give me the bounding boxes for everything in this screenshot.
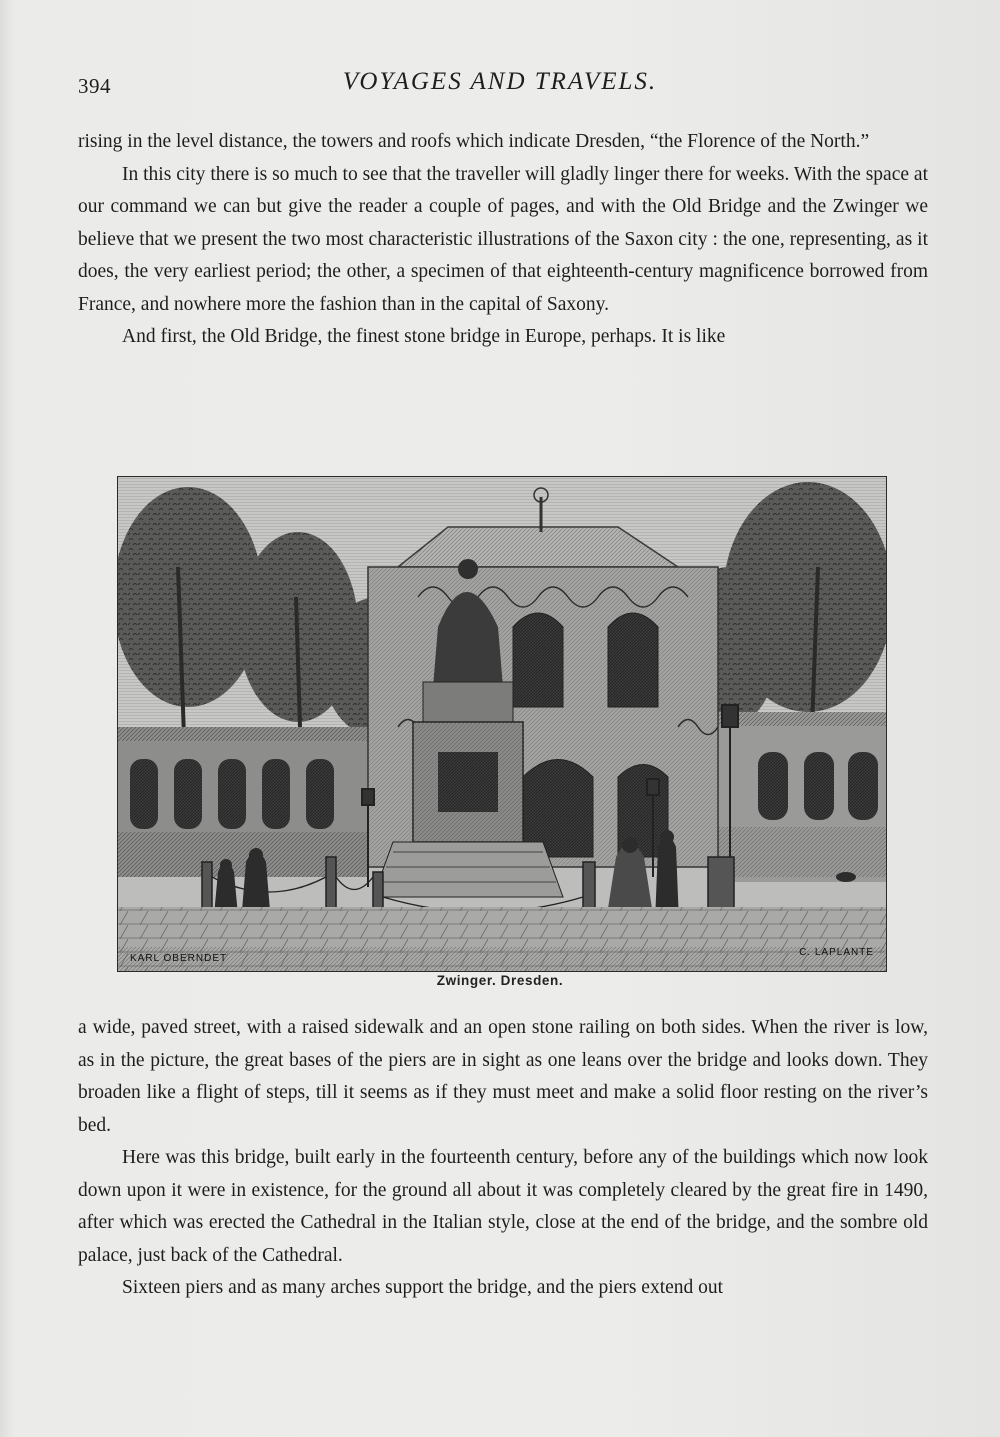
body-text-top bbox=[78, 126, 928, 354]
figure-caption: Zwinger. Dresden. bbox=[436, 973, 564, 988]
paragraph: rising in the level distance, the towers and roofs which indicate Dresden, “the Florence of the North.” bbox=[78, 131, 870, 152]
zwinger-engraving bbox=[117, 476, 887, 972]
body-text-bottom bbox=[78, 1012, 928, 1305]
engraver-signature-right: C. LAPLANTE bbox=[799, 947, 874, 958]
right-gallery bbox=[718, 712, 886, 882]
paragraph: Sixteen piers and as many arches support the bridge, and the piers extend out bbox=[122, 1277, 724, 1298]
running-title: VOYAGES AND TRAVELS. bbox=[342, 68, 658, 95]
paragraph: a wide, paved street, with a raised sidewalk and an open stone railing on both sides. When the river is low, as in the picture, the great bases of the piers are in sight as one leans over the bridge and looks down. They broaden like a flight of steps, till it seems as if they must meet and make a solid floor resting on the river’s bed. bbox=[78, 1017, 928, 1136]
page-number: 394 bbox=[78, 74, 111, 98]
paragraph: And first, the Old Bridge, the finest stone bridge in Europe, perhaps. It is like bbox=[122, 326, 726, 347]
paragraph: Here was this bridge, built early in the fourteenth century, before any of the buildings which now look down upon it were in existence, for the ground all about it was completely cleared by the great fire in 1490, after which was erected the Cathedral in the Italian style, close at the end of the bridge, and the sombre old palace, just back of the Cathedral. bbox=[78, 1147, 928, 1266]
engraving-illustration bbox=[118, 477, 886, 971]
left-gallery bbox=[118, 727, 368, 877]
engraver-signature-left: KARL OBERNDET bbox=[130, 953, 228, 964]
paragraph: In this city there is so much to see that the traveller will gladly linger there for weeks. With the space at our command we can but give the reader a couple of pages, and with the Old Bridge and the Zwinger we believe that we present the two most characteristic illustrations of the Saxon city : the one, representing, as it does, the very earliest period; the other, a specimen of that eighteenth-century magnificence borrowed from France, and nowhere more the fashion than in the capital of Saxony. bbox=[78, 163, 928, 315]
